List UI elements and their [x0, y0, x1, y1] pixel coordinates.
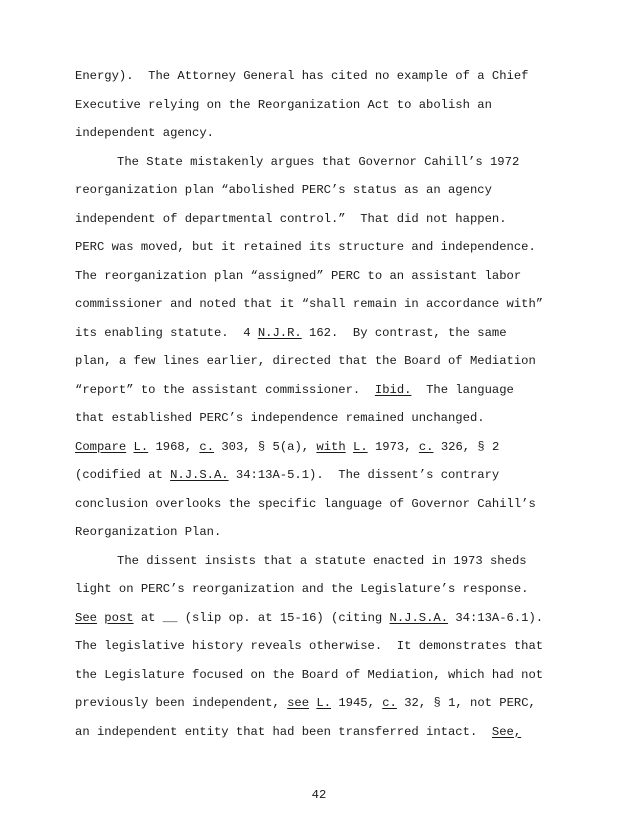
- text-line: [75, 496, 536, 512]
- text-run: 32, § 1, not PERC,: [396, 696, 536, 710]
- text-line: [75, 68, 528, 84]
- underlined-citation: c.: [199, 439, 215, 454]
- text-line: [75, 239, 536, 255]
- text-run: 162. By contrast, the same: [301, 325, 507, 340]
- text-run: reorganization plan “abolished PERC’s status as an agency: [75, 183, 492, 197]
- text-line: [75, 97, 492, 113]
- page-number: 42: [311, 788, 327, 802]
- underlined-citation: with: [316, 439, 346, 454]
- text-line: [75, 667, 543, 683]
- text-run: an independent entity that had been transferred intact.: [75, 724, 492, 739]
- underlined-citation: Ibid.: [374, 382, 412, 397]
- text-line: [75, 410, 485, 426]
- text-run: Energy). The Attorney General has cited no example of a Chief: [75, 69, 529, 83]
- underlined-citation: L.: [133, 439, 149, 454]
- underlined-citation: See,: [491, 724, 522, 739]
- underlined-citation: c.: [382, 696, 397, 710]
- underlined-citation: N.J.S.A.: [389, 610, 449, 625]
- underlined-citation: see: [287, 696, 310, 710]
- underlined-citation: L.: [353, 439, 368, 454]
- text-line: [75, 382, 514, 398]
- text-run: previously been independent,: [75, 696, 288, 710]
- text-run: Executive relying on the Reorganization Act to abolish an: [75, 97, 492, 112]
- text-line: [75, 125, 214, 141]
- text-run: 34:13A-5.1). The dissent’s contrary: [228, 468, 500, 482]
- text-run: the Legislature focused on the Board of Mediation, which had not: [75, 667, 544, 682]
- text-run: The legislative history reveals otherwise. It demonstrates that: [75, 639, 544, 653]
- text-run: 34:13A-6.1).: [448, 610, 544, 625]
- text-run: plan, a few lines earlier, directed that the Board of Mediation: [75, 354, 536, 368]
- text-run: independent of departmental control.” That did not happen.: [75, 211, 507, 226]
- text-line: [75, 724, 521, 740]
- text-run: its enabling statute. 4: [75, 325, 258, 340]
- text-run: [346, 440, 353, 454]
- text-run: The dissent insists that a statute enacted in 1973 sheds: [117, 553, 527, 568]
- text-run: “report” to the assistant commissioner.: [75, 382, 375, 397]
- text-line: [75, 439, 499, 455]
- text-run: (codified at: [75, 468, 171, 482]
- text-line: [75, 524, 221, 540]
- text-line: [75, 610, 543, 626]
- text-run: The reorganization plan “assigned” PERC to an assistant labor: [75, 268, 522, 283]
- underlined-citation: See: [75, 610, 97, 625]
- text-run: PERC was moved, but it retained its structure and independence.: [75, 240, 536, 254]
- underlined-citation: L.: [316, 696, 332, 710]
- text-run: 326, § 2: [433, 439, 500, 454]
- text-line: [75, 695, 536, 711]
- text-run: at __ (slip op. at 15-16) (citing: [133, 610, 390, 625]
- underlined-citation: c.: [418, 439, 434, 454]
- underlined-citation: Compare: [75, 439, 127, 454]
- text-run: 1945,: [331, 696, 383, 710]
- text-run: Reorganization Plan.: [75, 525, 222, 539]
- text-line: [75, 182, 492, 198]
- text-line: [75, 268, 521, 284]
- text-run: 1968,: [148, 439, 200, 454]
- text-line: [75, 467, 499, 483]
- underlined-citation: N.J.S.A.: [170, 468, 229, 482]
- underlined-citation: N.J.R.: [257, 325, 302, 340]
- text-run: light on PERC’s reorganization and the Legislature’s response.: [75, 582, 529, 596]
- text-line: [75, 325, 507, 341]
- text-line: [75, 638, 543, 654]
- text-run: 1973,: [367, 439, 419, 454]
- text-line: [75, 581, 528, 597]
- text-run: that established PERC’s independence remained unchanged.: [75, 411, 485, 425]
- text-run: [126, 440, 133, 454]
- text-line: [117, 154, 519, 170]
- text-run: 303, § 5(a),: [214, 439, 317, 454]
- text-line: [75, 353, 536, 369]
- text-run: independent agency.: [75, 126, 214, 140]
- text-line: [75, 296, 543, 312]
- underlined-citation: post: [104, 610, 134, 625]
- text-line: [75, 211, 507, 227]
- text-run: The State mistakenly argues that Governor Cahill’s 1972: [117, 154, 520, 169]
- text-run: commissioner and noted that it “shall remain in accordance with”: [75, 297, 544, 311]
- text-run: The language: [411, 382, 514, 397]
- text-line: [117, 553, 527, 569]
- text-run: conclusion overlooks the specific language of Governor Cahill’s: [75, 496, 536, 511]
